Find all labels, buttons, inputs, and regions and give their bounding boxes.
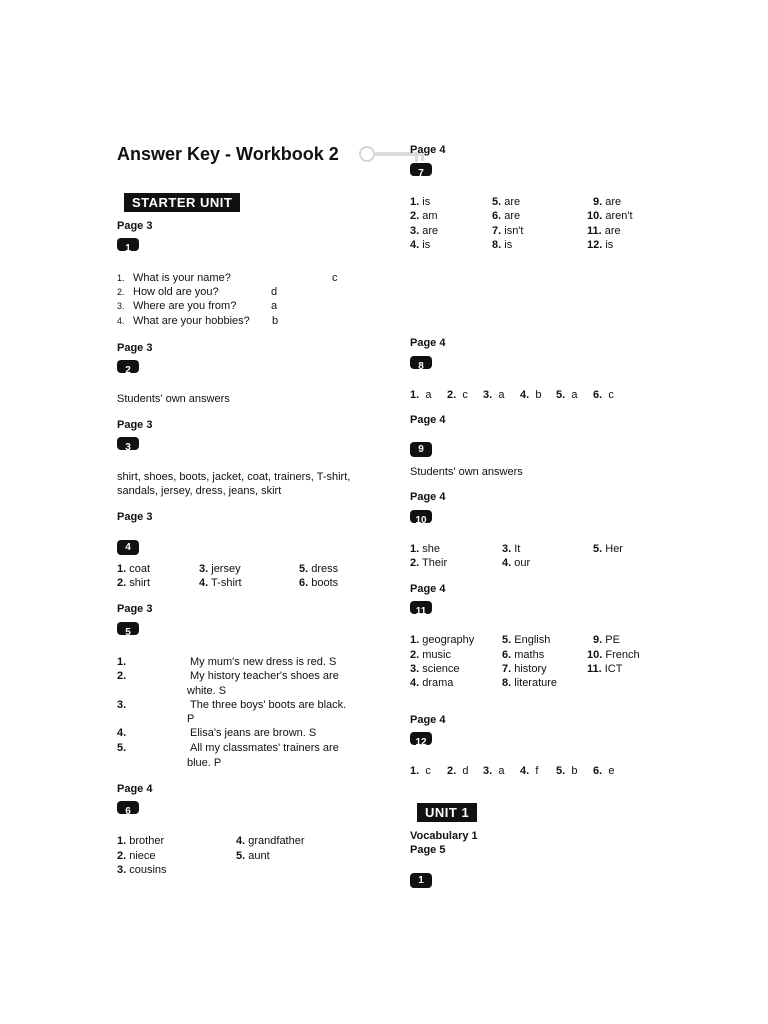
- answer-text: Students' own answers: [410, 466, 523, 478]
- list-item: 6. c: [593, 389, 614, 401]
- page-label: Page 4: [410, 491, 446, 503]
- exercise-badge: 7: [410, 163, 432, 176]
- exercise-badge: 3: [117, 437, 139, 450]
- list-item: 5. b: [556, 765, 578, 777]
- list-item: 1. she: [410, 543, 440, 555]
- list-item: 10. aren't: [587, 210, 633, 222]
- list-item: 5. dress: [299, 563, 339, 575]
- section-label: Vocabulary 1: [410, 830, 478, 842]
- exercise-badge: 5: [117, 622, 139, 635]
- exercise-badge: 1: [117, 238, 139, 251]
- page-label: Page 3: [117, 220, 153, 232]
- list-item: 3. jersey: [199, 563, 241, 575]
- list-item: 5. English: [502, 634, 551, 646]
- list-item: 11. are: [587, 225, 621, 237]
- list-item: 6. e: [593, 765, 615, 777]
- list-item: 1. c: [410, 765, 431, 777]
- list-item: 4. our: [502, 557, 531, 569]
- exercise-badge: 12: [410, 732, 432, 745]
- page-label: Page 5: [410, 844, 446, 856]
- list-item: 2. c: [447, 389, 468, 401]
- exercise-badge: 6: [117, 801, 139, 814]
- list-item: 12. is: [587, 239, 614, 251]
- list-item: 4. Elisa's jeans are brown. S: [117, 727, 317, 739]
- exercise-badge: 1: [410, 873, 432, 888]
- list-item: 1. My mum's new dress is red. S: [117, 656, 337, 668]
- list-item: 1. brother: [117, 835, 165, 847]
- list-item-continued: blue. P: [187, 757, 222, 769]
- page-label: Page 4: [410, 144, 446, 156]
- list-item: 2. Their: [410, 557, 448, 569]
- list-item: 3. are: [410, 225, 439, 237]
- list-item: 1. coat: [117, 563, 151, 575]
- list-item: 5. All my classmates' trainers are: [117, 742, 339, 754]
- list-item: 1. a: [410, 389, 432, 401]
- list-item: 5. are: [492, 196, 521, 208]
- unit-1-banner: UNIT 1: [417, 803, 477, 822]
- page-label: Page 4: [410, 414, 446, 426]
- answer-text: sandals, jersey, dress, jeans, skirt: [117, 485, 282, 497]
- list-item: 7. isn't: [492, 225, 524, 237]
- list-item-continued: white. S: [187, 685, 227, 697]
- page-label: Page 3: [117, 342, 153, 354]
- list-item: 2. How old are you? d: [117, 286, 278, 298]
- page-label: Page 4: [410, 337, 446, 349]
- list-item: 3. cousins: [117, 864, 167, 876]
- answer-text: shirt, shoes, boots, jacket, coat, trainers, T-shirt,: [117, 471, 351, 483]
- list-item: 2. am: [410, 210, 438, 222]
- list-item: 3. a: [483, 765, 505, 777]
- exercise-badge: 9: [410, 442, 432, 457]
- list-item: 5. Her: [593, 543, 623, 555]
- list-item: 6. boots: [299, 577, 339, 589]
- exercise-badge: 8: [410, 356, 432, 369]
- list-item: 4. is: [410, 239, 431, 251]
- list-item-continued: P: [187, 713, 195, 725]
- list-item: 11. ICT: [587, 663, 623, 675]
- exercise-badge: 2: [117, 360, 139, 373]
- list-item: 8. literature: [502, 677, 558, 689]
- list-item: 5. aunt: [236, 850, 270, 862]
- list-item: 9. PE: [593, 634, 620, 646]
- page-label: Page 3: [117, 603, 153, 615]
- list-item: 4. T-shirt: [199, 577, 242, 589]
- list-item: 6. are: [492, 210, 521, 222]
- page-label: Page 4: [410, 714, 446, 726]
- list-item: 1. is: [410, 196, 431, 208]
- list-item: 1. geography: [410, 634, 475, 646]
- list-item: 10. French: [587, 649, 640, 661]
- page-title: Answer Key - Workbook 2: [117, 144, 339, 164]
- answer-text: Students' own answers: [117, 393, 230, 405]
- list-item: 3. It: [502, 543, 521, 555]
- page-label: Page 3: [117, 511, 153, 523]
- list-item: 5. a: [556, 389, 578, 401]
- list-item: 3. Where are you from? a: [117, 300, 278, 312]
- list-item: 2. niece: [117, 850, 156, 862]
- list-item: 4. drama: [410, 677, 454, 689]
- starter-unit-banner: STARTER UNIT: [124, 193, 240, 212]
- list-item: 8. is: [492, 239, 513, 251]
- page-label: Page 4: [117, 783, 153, 795]
- list-item: 2. music: [410, 649, 451, 661]
- list-item: 2. d: [447, 765, 469, 777]
- list-item: 3. science: [410, 663, 460, 675]
- list-item: 9. are: [593, 196, 622, 208]
- exercise-badge: 10: [410, 510, 432, 523]
- list-item: 1. What is your name? c: [117, 272, 338, 284]
- exercise-badge: 4: [117, 540, 139, 555]
- list-item: 4. grandfather: [236, 835, 305, 847]
- exercise-badge: 11: [410, 601, 432, 614]
- list-item: 3. a: [483, 389, 505, 401]
- list-item: 4. What are your hobbies? b: [117, 315, 279, 327]
- list-item: 7. history: [502, 663, 547, 675]
- list-item: 3. The three boys' boots are black.: [117, 699, 347, 711]
- list-item: 4. b: [520, 389, 542, 401]
- page-label: Page 4: [410, 583, 446, 595]
- list-item: 4. f: [520, 765, 539, 777]
- page-label: Page 3: [117, 419, 153, 431]
- list-item: 6. maths: [502, 649, 545, 661]
- list-item: 2. shirt: [117, 577, 151, 589]
- list-item: 2. My history teacher's shoes are: [117, 670, 339, 682]
